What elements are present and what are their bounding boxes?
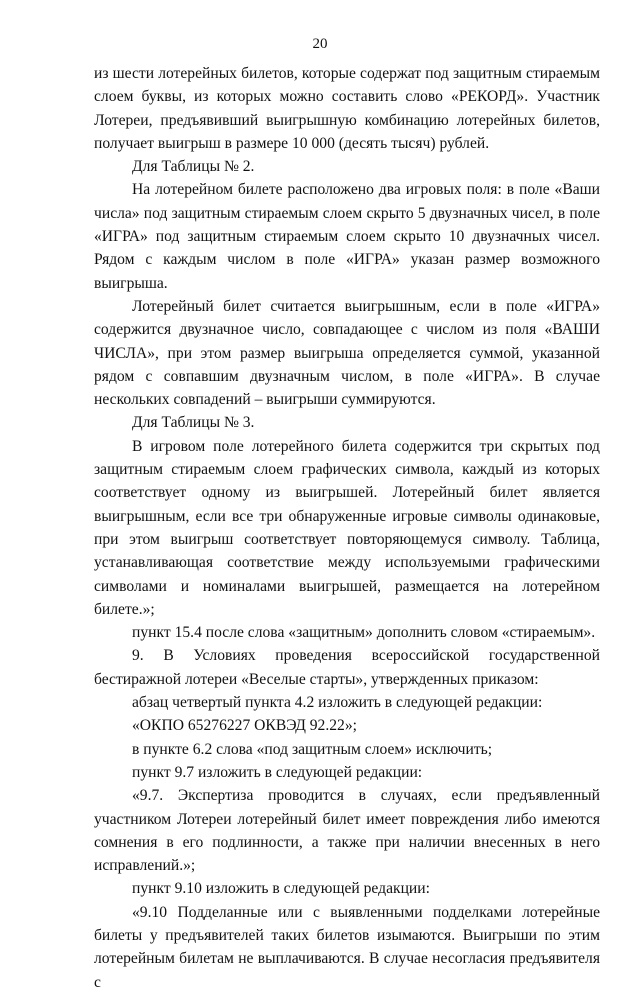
paragraph-clause-9-10-text: «9.10 Подделанные или с выявленными подделками лотерейные билеты у предъявителей таких билетов изымаются. Выигрыши по этим лотерейным билетам не выплачиваются. В случае несогласия предъявителя с — [94, 903, 600, 991]
paragraph-record-prize: из шести лотерейных билетов, которые содержат под защитным стираемым слоем буквы, из которых можно составить слово «РЕКОРД». Участник Лотереи, предъявивший выигрышную комбинацию лотерейных билетов, получает выигрыш в размере 10 000 (десять тысяч) рублей. — [94, 65, 600, 152]
page-number: 20 — [312, 36, 328, 52]
document-body — [94, 62, 600, 994]
paragraph-table-2-fields: На лотерейном билете расположено два игровых поля: в поле «Ваши числа» под защитным стираемым слоем скрыто 5 двузначных чисел, в поле «ИГРА» под защитным стираемым слоем скрыто 10 двузначных чисел. Рядом с каждым числом в поле «ИГРА» указан размер возможного выигрыша. — [94, 181, 600, 292]
paragraph-clause-6-2: в пункте 6.2 слова «под защитным слоем» исключить; — [132, 740, 493, 758]
paragraph-section-9: 9. В Условиях проведения всероссийской государственной бестиражной лотереи «Веселые старты», утвержденных приказом: — [94, 647, 600, 688]
paragraph-okpo-okved: «ОКПО 65276227 ОКВЭД 92.22»; — [132, 717, 357, 735]
paragraph-table-2-winning: Лотерейный билет считается выигрышным, если в поле «ИГРА» содержится двузначное число, совпадающее с числом из поля «ВАШИ ЧИСЛА», при этом размер выигрыша определяется суммой, указанной рядом с совпавшим двузначным числом, в поле «ИГРА». В случае нескольких совпадений – выигрыши суммируются. — [94, 297, 600, 409]
paragraph-clause-9-10-intro: пункт 9.10 изложить в следующей редакции: — [132, 880, 430, 898]
paragraph-clause-9-7-text: «9.7. Экспертиза проводится в случаях, если предъявленный участником Лотереи лотерейный билет имеет повреждения либо имеются сомнения в его подлинности, а также при наличии внесенных в него исправлений.»; — [94, 787, 600, 875]
paragraph-clause-4-2: абзац четвертый пункта 4.2 изложить в следующей редакции: — [132, 694, 543, 712]
paragraph-table-3-symbols: В игровом поле лотерейного билета содержится три скрытых под защитным стираемым слоем графических символа, каждый из которых соответствует одному из выигрышей. Лотерейный билет является выигрышным, если все три обнаруженные игровые символы одинаковые, при этом выигрыш соответствует повторяющемуся символу. Таблица, устанавливающая соответствие между используемыми графическими символами и номиналами выигрышей, размещается на лотерейном билете.»; — [94, 437, 600, 618]
heading-table-3: Для Таблицы № 3. — [132, 414, 255, 432]
paragraph-clause-15-4: пункт 15.4 после слова «защитным» дополнить словом «стираемым». — [132, 624, 596, 642]
paragraph-clause-9-7-intro: пункт 9.7 изложить в следующей редакции: — [132, 763, 423, 781]
heading-table-2: Для Таблицы № 2. — [132, 158, 255, 176]
